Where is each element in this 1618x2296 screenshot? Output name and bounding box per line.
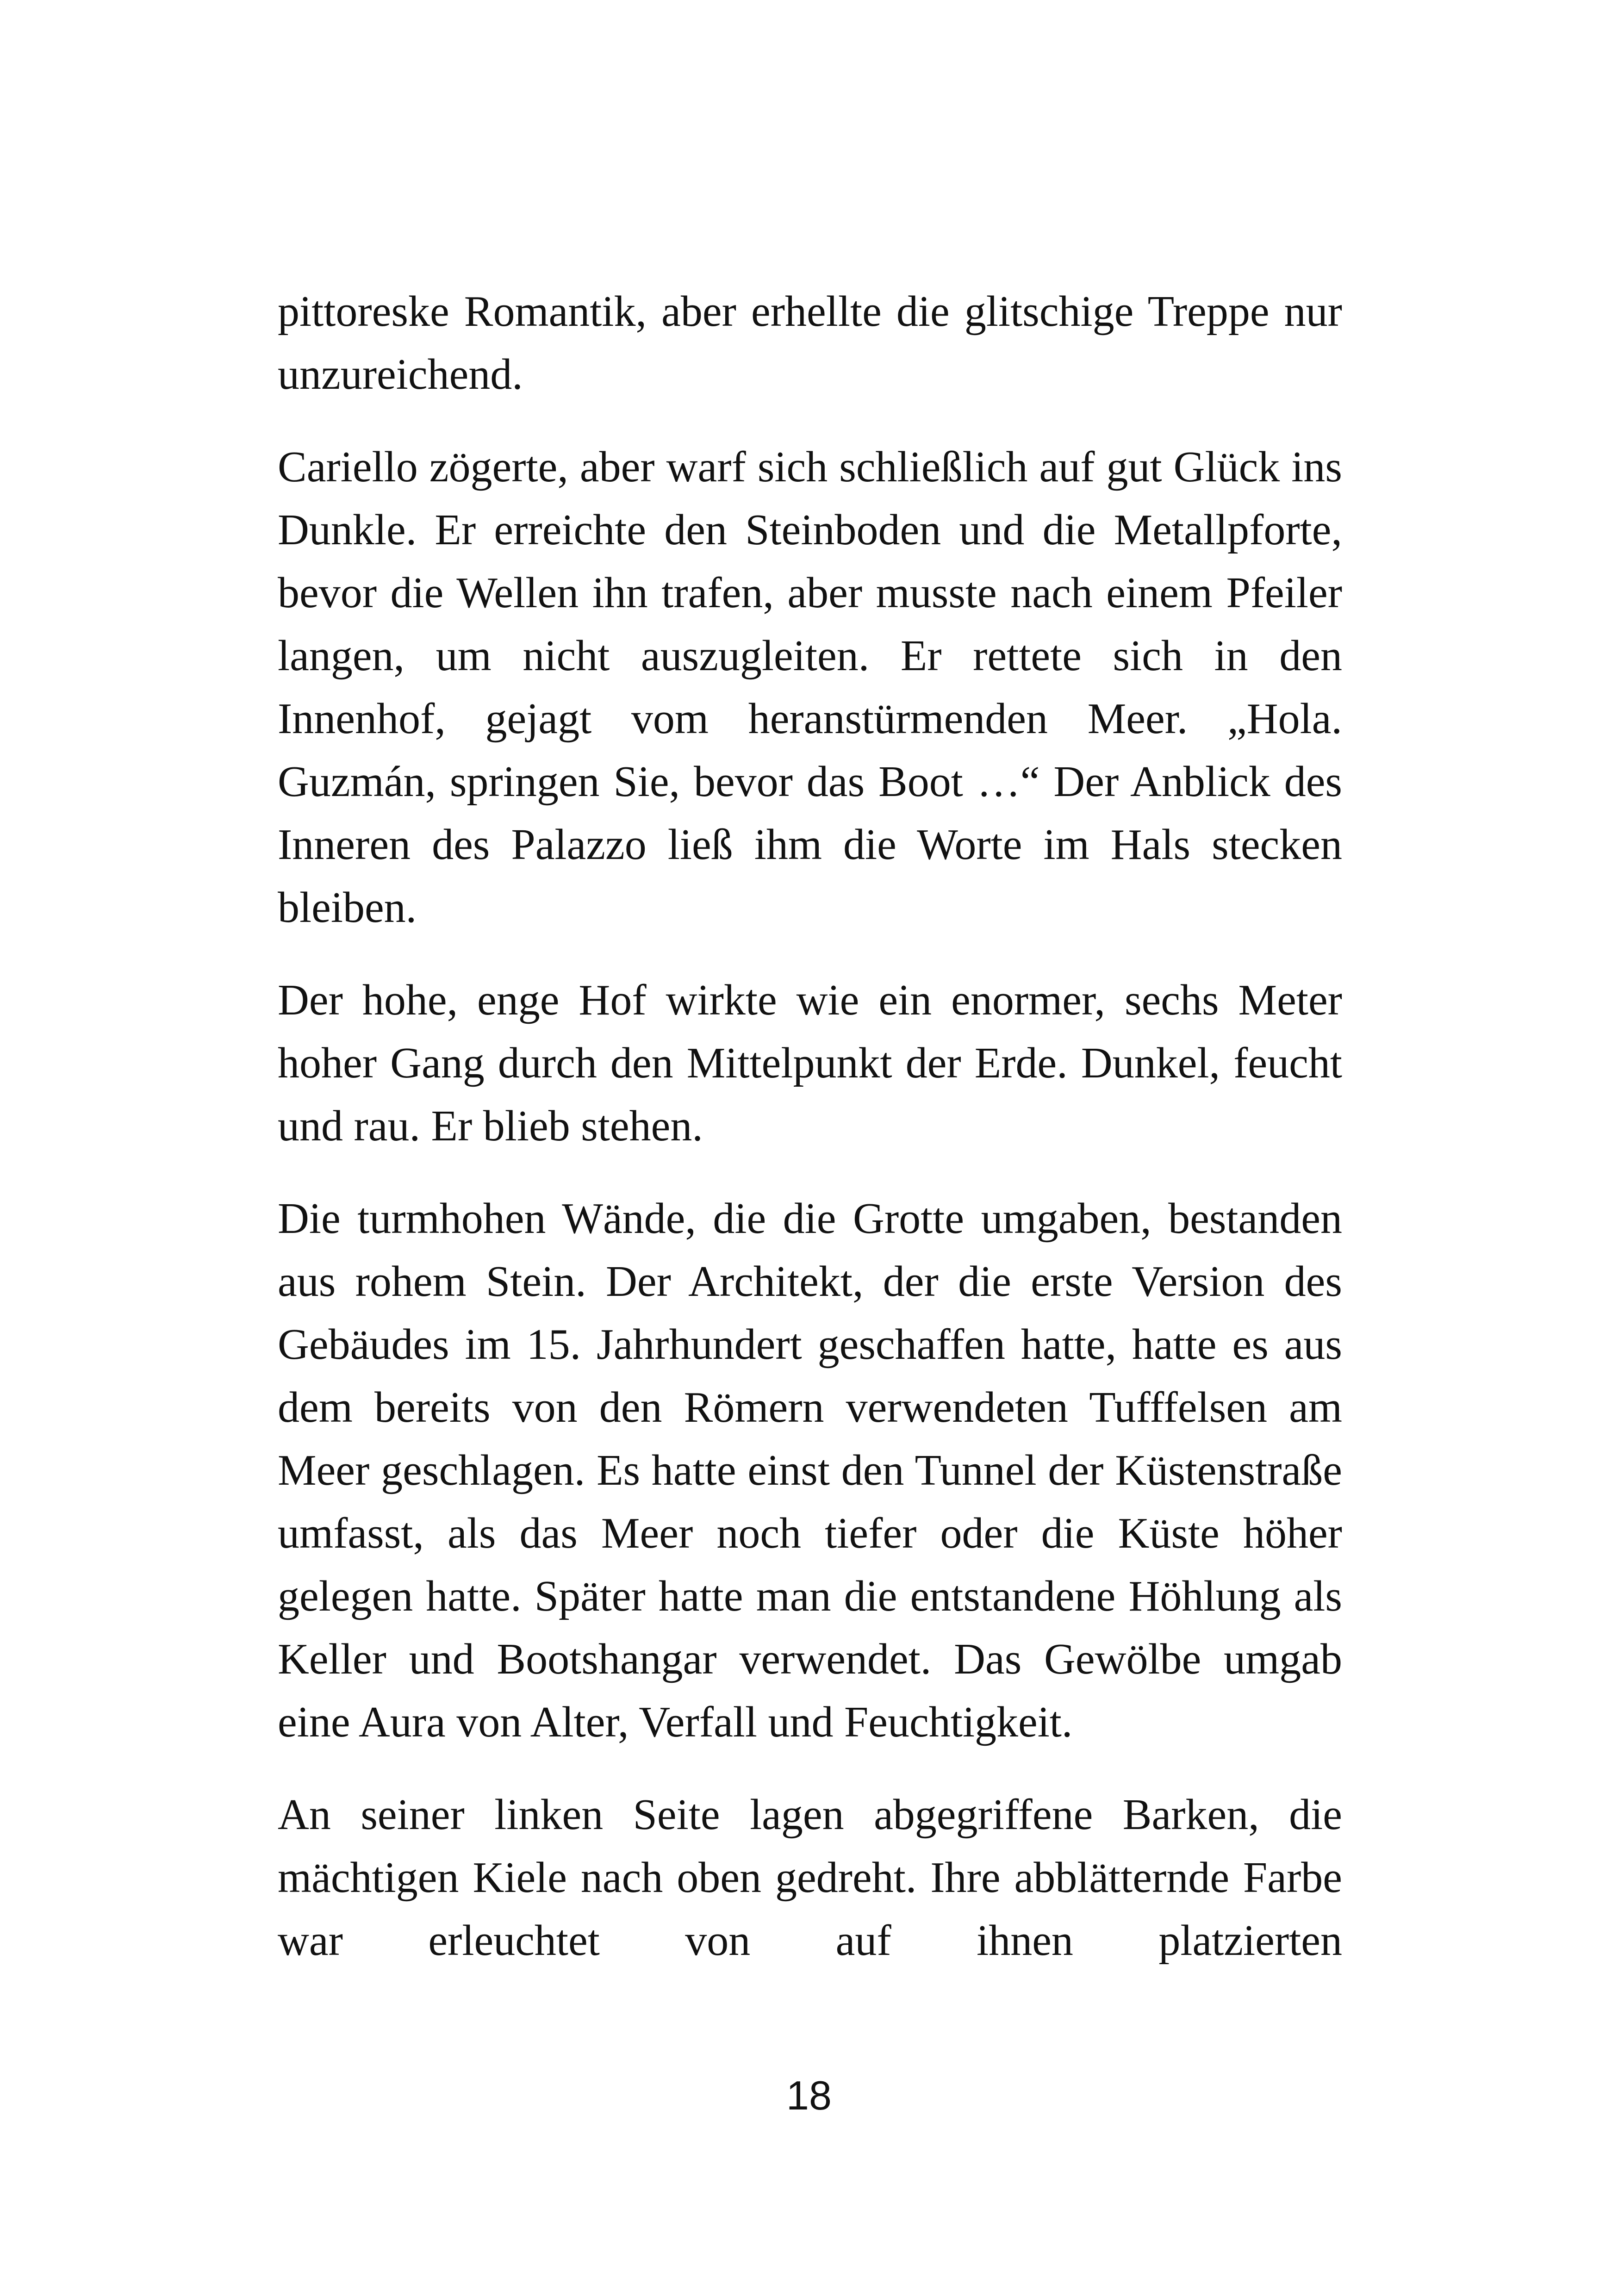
paragraph-3: Der hohe, enge Hof wirkte wie ein enormer, sechs Meter hoher Gang durch den Mittelpunkt der Erde. Dunkel, feucht und rau. Er blieb stehen. xyxy=(278,976,1342,1150)
paragraph-2: Cariello zögerte, aber warf sich schließlich auf gut Glück ins Dunkle. Er erreichte den Steinboden und die Metallpforte, bevor die Wellen ihn trafen, aber musste nach einem Pfeiler langen, um nicht auszugleiten. Er rettete sich in den Innenhof, gejagt vom heranstürmenden Meer. „Hola. Guzmán, springen Sie, bevor das Boot …“ Der Anblick des Inneren des Palazzo ließ ihm die Worte im Hals stecken bleiben. xyxy=(278,443,1342,932)
page-number: 18 xyxy=(786,2072,832,2118)
paragraph-1: pittoreske Romantik, aber erhellte die glitschige Treppe nur unzureichend. xyxy=(278,287,1342,398)
paragraph-4: Die turmhohen Wände, die die Grotte umgaben, bestanden aus rohem Stein. Der Architekt, der die erste Version des Gebäudes im 15. Jahrhundert geschaffen hatte, hatte es aus dem bereits von den Römern verwendeten Tufffelsen am Meer geschlagen. Es hatte einst den Tunnel der Küstenstraße umfasst, als das Meer noch tiefer oder die Küste höher gelegen hatte. Später hatte man die entstandene Höhlung als Keller und Bootshangar verwendet. Das Gewölbe umgab eine Aura von Alter, Verfall und Feuchtigkeit. xyxy=(278,1195,1342,1746)
paragraph-5: An seiner linken Seite lagen abgegriffene Barken, die mächtigen Kiele nach oben gedreht. Ihre abblätternde Farbe war erleuchtet von auf ihnen platzierten xyxy=(278,1791,1342,1965)
body-text xyxy=(278,280,1342,2002)
